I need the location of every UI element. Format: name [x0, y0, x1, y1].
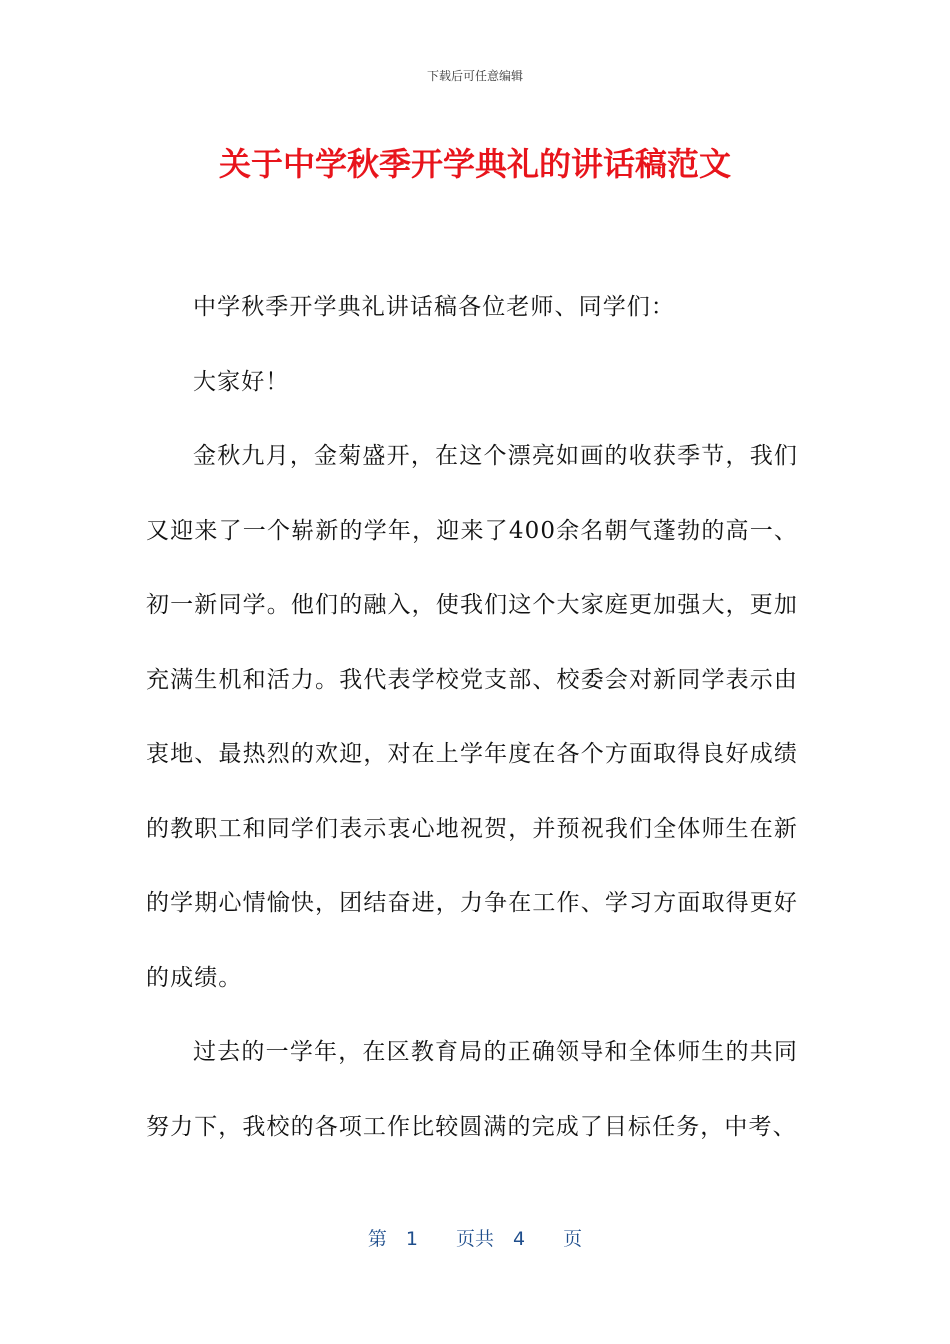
paragraph-greeting: 大家好！	[193, 368, 290, 395]
paragraph-salutation: 中学秋季开学典礼讲话稿各位老师、同学们：	[193, 294, 675, 320]
header-note: 下载后可任意编辑	[426, 69, 523, 83]
page-number-label: 第 1 页共 4 页	[367, 1228, 583, 1250]
paragraph-review: 过去的一学年，在区教育局的正确领导和全体师生的共同努力下，我校的各项工作比较圆满的完成了目标任务，中考、	[146, 1039, 798, 1140]
page-footer	[0, 1226, 950, 1252]
document-title: 关于中学秋季开学典礼的讲话稿范文	[218, 145, 731, 183]
paragraph-welcome: 金秋九月，金菊盛开，在这个漂亮如画的收获季节，我们又迎来了一个崭新的学年，迎来了400余名朝气蓬勃的高一、初一新同学。他们的融入，使我们这个大家庭更加强大，更加充满生机和活力。我代表学校党支部、校委会对新同学表示由衷地、最热烈的欢迎，对在上学年度在各个方面取得良好成绩的教职工和同学们表示衷心地祝贺，并预祝我们全体师生在新的学期心情愉快，团结奋进，力争在工作、学习方面取得更好的成绩。	[146, 443, 798, 991]
document-body	[146, 270, 798, 1164]
